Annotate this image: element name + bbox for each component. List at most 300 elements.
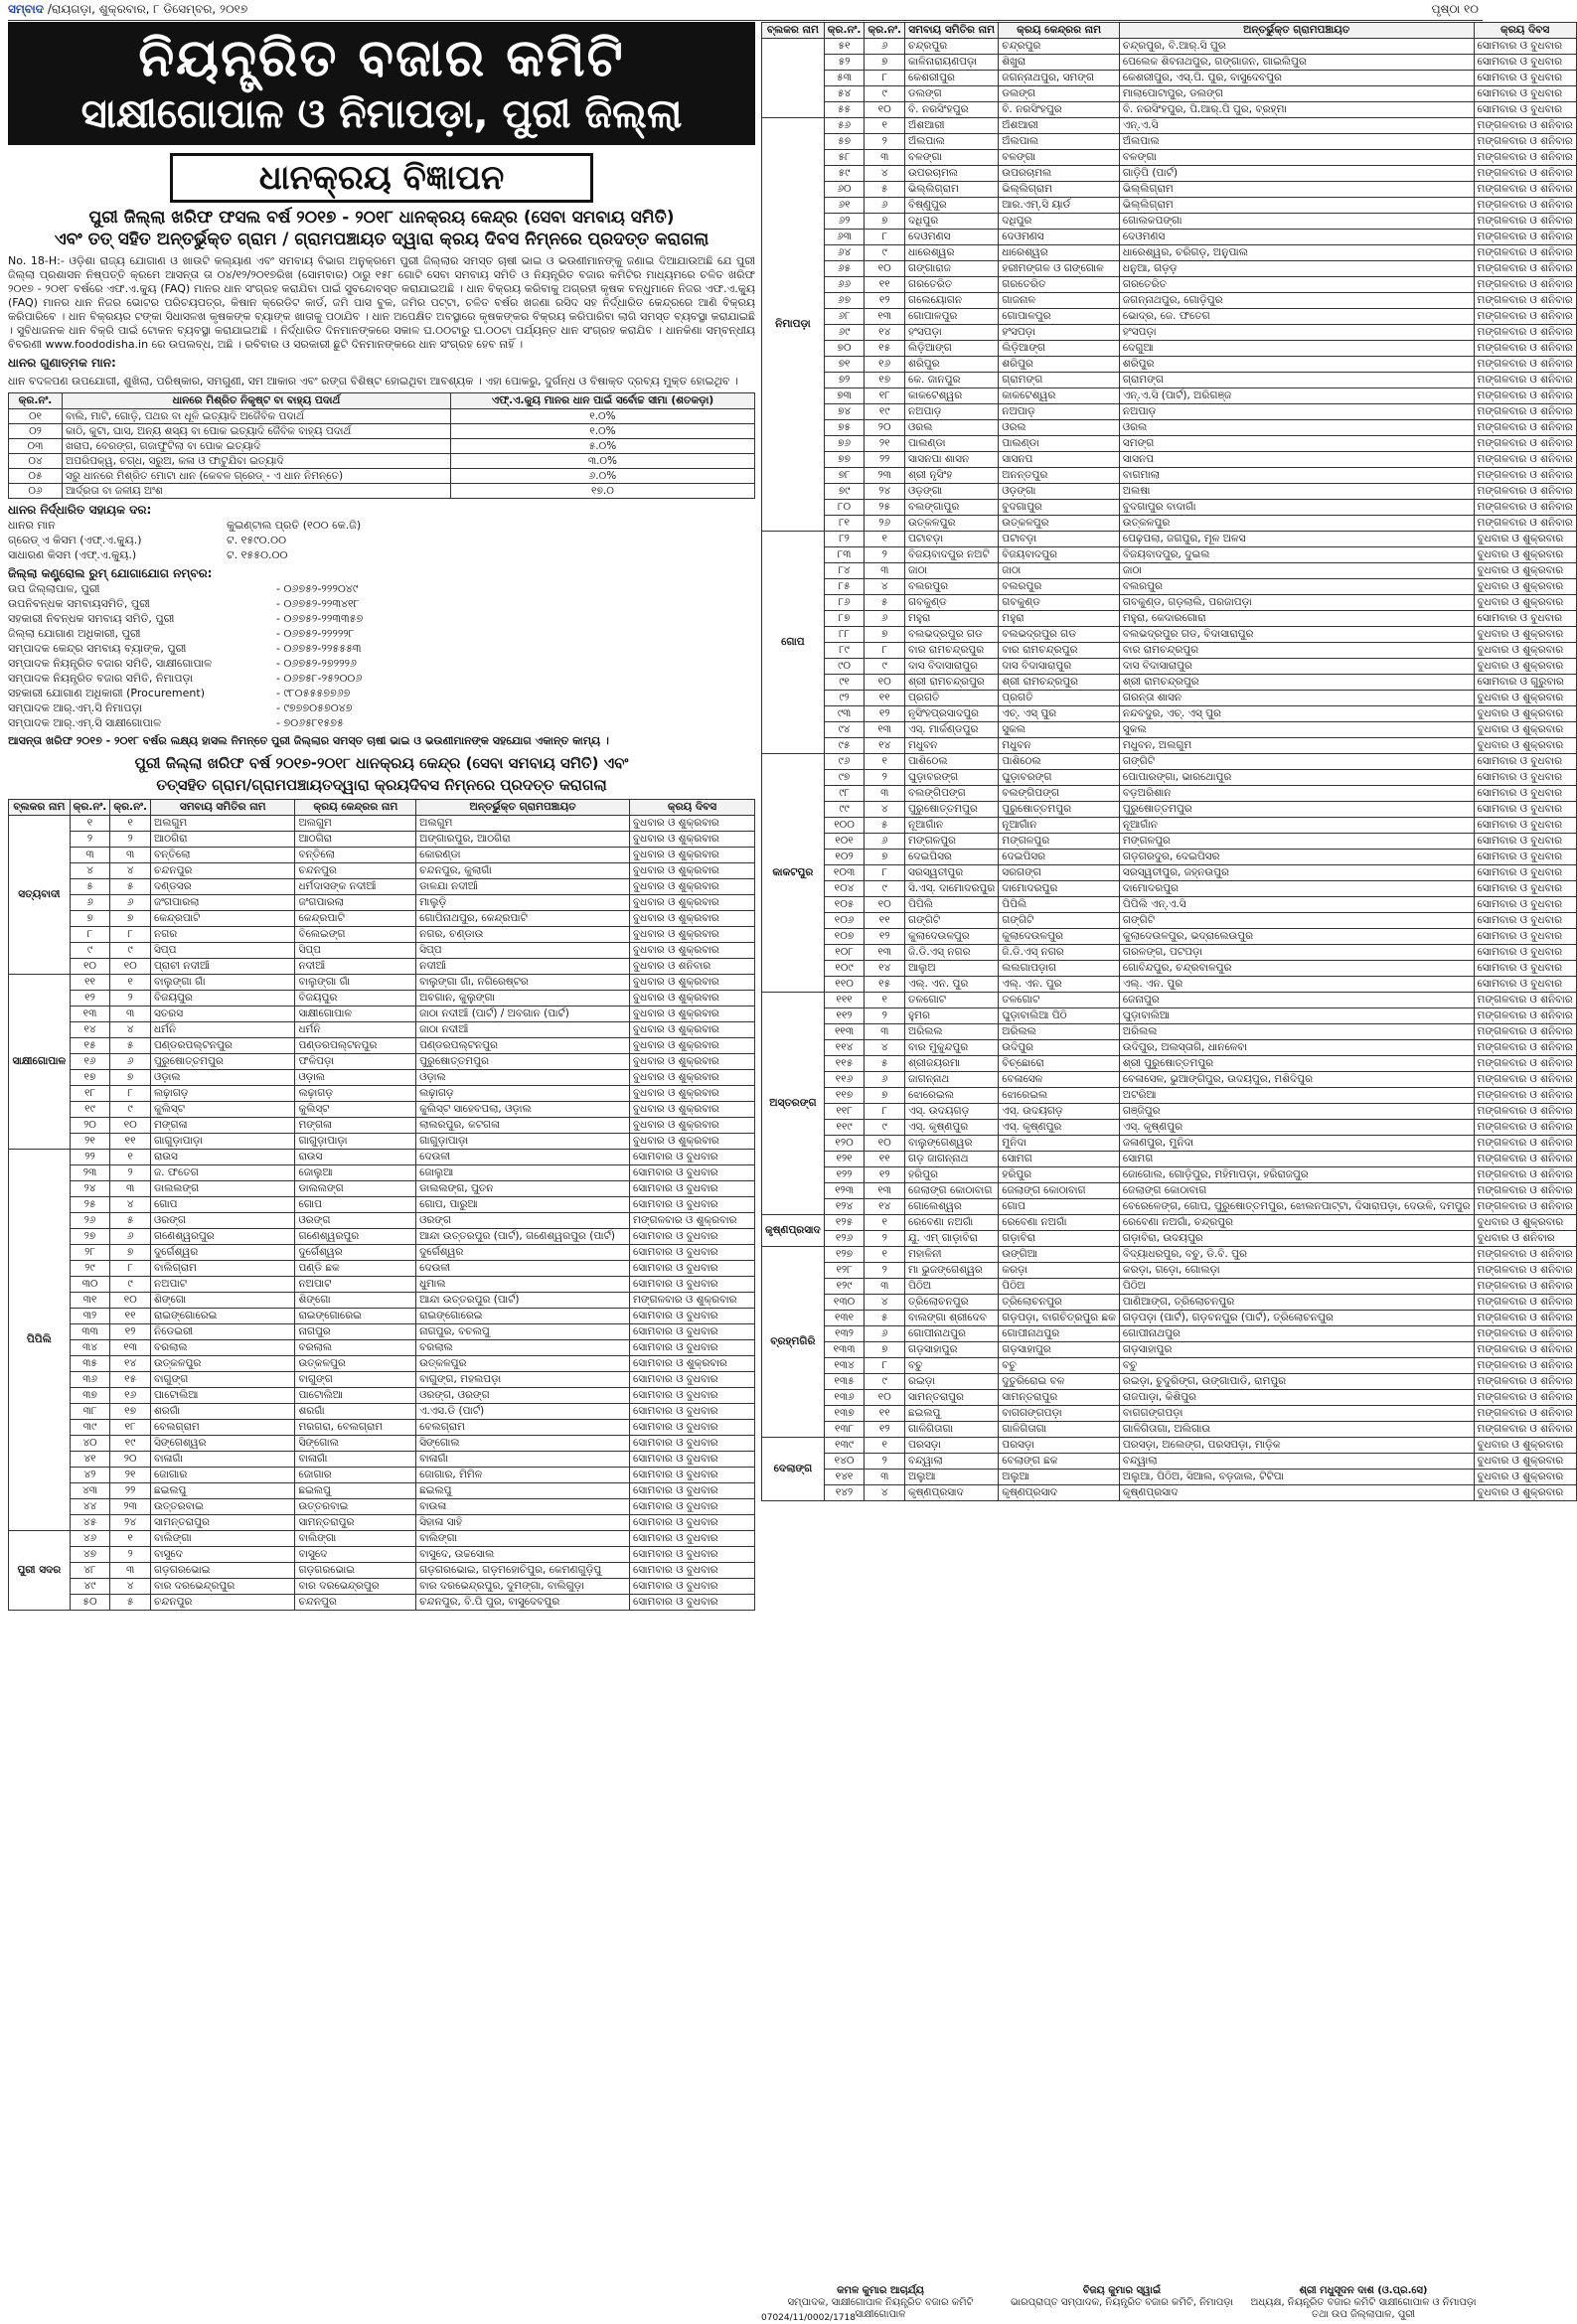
block-name: ଅସ୍ତରଙ୍ଗ <box>762 993 825 1215</box>
quality-row <box>9 439 755 454</box>
list-cell: ଯୁ. ଏମ୍ ଗାଡ଼ାବିରା <box>905 1231 999 1247</box>
list-cell: ସୋମବାର ଓ ବୁଧବାର <box>629 1277 754 1293</box>
list-cell: ୧୦୯ <box>824 961 865 977</box>
table-row <box>9 1515 755 1531</box>
list-header: କ୍ରୟ କେନ୍ଦ୍ରର ନାମ <box>295 800 416 816</box>
list-cell: ଛଇଲପୁ <box>295 1483 416 1499</box>
list-cell: ୮୨ <box>824 532 865 547</box>
list-cell: ଏସ୍. ଉଦୟଗଡ଼ <box>905 1104 999 1120</box>
list-cell: ୧୧ <box>70 975 110 991</box>
list-cell: ଦେଇପିସର <box>905 850 999 865</box>
table-row <box>9 1468 755 1483</box>
list-cell: ମଙ୍ଗଳବାର ଓ ଶନିବାର <box>1474 404 1576 420</box>
list-cell: ମଙ୍ଗଳବାର ଓ ଶନିବାର <box>1474 182 1576 198</box>
list-cell: ୧୬ <box>70 1054 110 1070</box>
list-cell: ଦୁର୍ଗେଶ୍ୱର <box>416 1245 630 1261</box>
list-cell: ୬ <box>110 895 151 911</box>
list-cell: ମଙ୍ଗଳା <box>150 1118 294 1134</box>
list-cell: ବଲରପୁର <box>999 579 1120 595</box>
block-name: ଗୋପ <box>762 532 825 754</box>
list-cell: ବଲଭଦ୍ରପୁର ଗଡ <box>905 627 999 643</box>
table-row <box>9 1277 755 1293</box>
list-cell: ଶ୍ରୀ ନୃସିଂହ <box>905 468 999 484</box>
list-cell: ସିଙ୍ଗୋଲ <box>295 1436 416 1452</box>
table-row <box>762 1183 1577 1199</box>
contact-number: - ୯୮୦୫୫୫୭୭୬୭ <box>276 687 351 699</box>
table-row <box>9 832 755 848</box>
list-cell: ବାଳାଗାଁ <box>150 1452 294 1468</box>
list-cell: ଜି.ଡି.ଏସ୍ ନଗର <box>999 945 1120 961</box>
list-cell: ବଲଙ୍ଗାପୁର <box>905 500 999 516</box>
table-row <box>762 198 1577 214</box>
list-cell: ଓଡ଼ାଲ <box>416 1070 630 1086</box>
list-cell: ଡାଲଲଙ୍ଗ <box>150 1181 294 1197</box>
list-cell: ୪୦ <box>70 1436 110 1452</box>
list-cell: ମଙ୍ଗଳପୁର <box>905 834 999 850</box>
list-cell: ପୁରୁଷୋତ୍ତମପୁର <box>416 1054 630 1070</box>
list-cell: ସୋମବାର ଓ ବୁଧବାର <box>1474 865 1576 881</box>
list-cell: ଶିଖୁରା <box>999 55 1120 71</box>
list-cell: ଗଣେଶ୍ୱରପୁର <box>150 1229 294 1245</box>
table-row <box>9 1038 755 1054</box>
list-cell: ୨ <box>865 770 905 786</box>
list-cell: ଲଲଗାପଡ଼ାଗ <box>999 961 1120 977</box>
list-cell: ସୋମବାର ଓ ବୁଧବାର <box>1474 754 1576 770</box>
list-cell: ତଳଗୋଟ <box>905 993 999 1008</box>
list-cell: ୨୧ <box>70 1134 110 1150</box>
block-name <box>762 39 825 118</box>
table-row <box>762 1438 1577 1454</box>
list-cell: ୫୭ <box>824 134 865 150</box>
table-row <box>9 879 755 895</box>
list-cell: ଗବକୁଣ୍ଡ <box>999 595 1120 611</box>
list-cell: ୫୮ <box>824 150 865 166</box>
table-row <box>762 786 1577 802</box>
list-cell: ମାଲୁଡ଼ି <box>416 895 630 911</box>
table-row <box>762 754 1577 770</box>
list-cell: କୁଲାଦେଉଳପୁର <box>999 929 1120 945</box>
list-cell: ଆନ୍ଦା ଉତ୍ତରପୁର (ପାର୍ଟ) <box>416 1293 630 1309</box>
list-cell: ଗୋପୀନାଥପୁର <box>1119 1326 1474 1342</box>
table-row <box>9 1372 755 1388</box>
list-cell: ମଙ୍ଗଳବାର ଓ ଶନିବାର <box>1474 1040 1576 1056</box>
list-cell: ଲାଲରପୁର, କଟଗଳା <box>416 1118 630 1134</box>
list-cell: ସୋମବାର ଓ ବୁଧବାର <box>1474 39 1576 55</box>
list-cell: ୪ <box>865 166 905 182</box>
list-cell: ଆଠଗିରା <box>150 832 294 848</box>
list-cell: ବୁଧବାର ଓ ଶୁକ୍ରବାର <box>1474 579 1576 595</box>
list-cell: ଏନ୍.ଏ.ସି <box>1119 118 1474 134</box>
list-cell: ୪ <box>865 802 905 818</box>
list-cell: ମଙ୍ଗଳବାର ଓ ଶନିବାର <box>1474 1247 1576 1263</box>
list-cell: ମଙ୍ଗଳବାର ଓ ଶୁକ୍ରବାର <box>629 1213 754 1229</box>
list-cell: ୧୧୪ <box>824 1040 865 1056</box>
list-cell: ସୋମବାର ଓ ବୁଧବାର <box>629 1261 754 1277</box>
list-cell: ଘୁଡ଼ାବରଙ୍ଗ <box>905 770 999 786</box>
list-cell: ମଙ୍ଗଳବାର ଓ ଶନିବାର <box>1474 198 1576 214</box>
list-cell: ଅଁଲପାଲ <box>905 134 999 150</box>
list-cell: ଧର୍ମନି <box>295 1022 416 1038</box>
list-cell: ସୋମବାର ଓ ବୁଧବାର <box>1474 611 1576 627</box>
table-row <box>762 1406 1577 1422</box>
table-row <box>762 341 1577 357</box>
list-cell: ଉଦିପୁର <box>999 1040 1120 1056</box>
list-cell: ୧ <box>865 532 905 547</box>
list-cell: ମଙ୍ଗଳବାର ଓ ଶନିବାର <box>1474 373 1576 388</box>
list-cell: ଗୋପୀନାଥପୁର <box>999 1326 1120 1342</box>
list-cell: ଉତ୍କଳପୁର <box>1119 516 1474 532</box>
list-cell: ସୋମବାର ଓ ବୁଧବାର <box>629 1436 754 1452</box>
table-row <box>9 1118 755 1134</box>
list-cell: ଅଙ୍ଗାରପୁର, ଆଠଗିରା <box>416 832 630 848</box>
notice-title: ଧାନକ୍ରୟ ବିଜ୍ଞାପନ <box>170 153 593 203</box>
list-cell: ୭୧ <box>824 357 865 373</box>
list-cell: ଅଲଗୁମ <box>150 816 294 832</box>
list-cell: ମଙ୍ଗଳବାର ଓ ଶୁକ୍ରବାର <box>629 1293 754 1309</box>
table-row <box>9 1499 755 1515</box>
list-cell: ମଙ୍ଗଳବାର ଓ ଶନିବାର <box>1474 357 1576 373</box>
list-cell: ବୁଧବାର ଓ ଶୁକ୍ରବାର <box>1474 627 1576 643</box>
list-cell: ବି. ନରସିଂହପୁର <box>999 102 1120 118</box>
list-cell: ୯ <box>865 881 905 897</box>
table-row <box>762 118 1577 134</box>
list-cell: ୫୦ <box>70 1595 110 1611</box>
list-cell: ଗରତେରିତ <box>1119 277 1474 293</box>
list-cell: ଜି.ଡି.ଏସ୍ ନଗର <box>905 945 999 961</box>
list-cell: ୪୮ <box>70 1563 110 1579</box>
list-cell: ୨୪ <box>865 484 905 500</box>
list-cell: ଦାସ ବିଦାସାରାପୁର <box>905 659 999 675</box>
list-cell: ୧୧ <box>865 1152 905 1167</box>
table-row <box>762 1056 1577 1072</box>
list-cell: ବିଚ୍ଛୋରୋ <box>999 1056 1120 1072</box>
list-cell: ୮ <box>110 927 151 943</box>
list-cell: ଗରତେରିତ <box>999 277 1120 293</box>
list-cell: ୧୦୮ <box>824 945 865 961</box>
list-cell: ବାଳାଗାଁ <box>416 1452 630 1468</box>
table-row <box>762 1167 1577 1183</box>
list-cell: ଦେଇପିସର <box>999 850 1120 865</box>
contact-label: ସମ୍ପାଦକ ନିୟନ୍ତ୍ରିତ ବଜାର ସମିତି, ସାକ୍ଷୀଗୋପାଳ <box>8 657 213 670</box>
list-cell: ରାଇଙ୍ଗୋରେଇ <box>416 1309 630 1324</box>
list-cell: ୮ <box>865 1358 905 1374</box>
list-cell: ଗୋପ <box>999 1199 1120 1215</box>
list-cell: ୯୫ <box>824 738 865 754</box>
list-cell: ଶିଙ୍ଗୋ <box>150 1293 294 1309</box>
list-cell: ଡାଲଲଙ୍ଗ, ପୁତନ <box>416 1181 630 1197</box>
list-cell: ୨୦ <box>70 1118 110 1134</box>
list-cell: ବୁଧବାର ଓ ଶୁକ୍ରବାର <box>1474 1215 1576 1231</box>
list-cell: ପରସଡ଼ା <box>999 1438 1120 1454</box>
list-cell: ୧୦୦ <box>824 818 865 834</box>
list-cell: ଜାଠା <box>1119 563 1474 579</box>
list-cell: ବେଳାସେଳ <box>999 1072 1120 1088</box>
list-cell: ମଙ୍ଗଳବାର ଓ ଶନିବାର <box>1474 420 1576 436</box>
list-cell: ଝୋରେଇଲ <box>905 1088 999 1104</box>
list-cell: ବୁଧବାର ଓ ଶୁକ୍ରବାର <box>629 1070 754 1086</box>
list-cell: ସିଙ୍ଗୋଲ <box>416 1436 630 1452</box>
table-row <box>762 897 1577 913</box>
list-cell: ୮୬ <box>824 595 865 611</box>
list-cell: ଧର୍ମଦାସଙ୍କ ନଦୀଆଁ <box>295 879 416 895</box>
list-cell: ବେଳାସେଳ, ଭୁଆଙ୍ଗିପୁର, ଉଦୟପୁର, ମଶିଦିପୁର <box>1119 1072 1474 1088</box>
list-cell: ୮୮ <box>824 627 865 643</box>
list-cell: ସୋମବାର ଓ ବୁଧବାର <box>1474 834 1576 850</box>
list-cell: ଚନ୍ଦ୍ରପୁର <box>999 39 1120 55</box>
contact-number: - ୭୦୬୫୮୧୫୭୫ <box>276 716 344 729</box>
table-row <box>9 895 755 911</box>
list-cell: ବଲଭଦ୍ରପୁର ଗଡ, ବିଦାସାରାପୁର <box>1119 627 1474 643</box>
list-cell: ୨ <box>865 134 905 150</box>
list-cell: ୭୯ <box>824 484 865 500</box>
list-cell: ୮୭ <box>824 611 865 627</box>
list-cell: ୨୬ <box>70 1213 110 1229</box>
list-cell: ୧୨୦ <box>824 1136 865 1152</box>
list-cell: ମଙ୍ଗଳା <box>295 1118 416 1134</box>
table-row <box>9 1356 755 1372</box>
list-cell: ମଙ୍ଗଳବାର ଓ ଶନିବାର <box>1474 1342 1576 1358</box>
list-cell: ଅଁଶଆରୀ <box>999 118 1120 134</box>
table-row <box>762 547 1577 563</box>
list-cell: କରଡ଼ା, ଗଡ଼ୋ, ଗୋଲଡ଼ା <box>1119 1263 1474 1279</box>
list-cell: ୬୫ <box>824 261 865 277</box>
list-cell: ସୋମବାର ଓ ବୁଧବାର <box>1474 850 1576 865</box>
list-cell: ସୋମବାର ଓ ବୁଧବାର <box>629 1197 754 1213</box>
list-cell: ୧ <box>865 1247 905 1263</box>
list-cell: ୧ <box>865 1438 905 1454</box>
list-cell: ନଗର <box>150 927 294 943</box>
list-cell: ୧୦୬ <box>824 913 865 929</box>
table-row <box>762 293 1577 309</box>
quality-cell: ୧୭.୦ <box>450 484 754 499</box>
banner-line-2: ସାକ୍ଷୀଗୋପାଳ ଓ ନିମାପଡ଼ା, ପୁରୀ ଜିଲ୍ଲା <box>80 91 683 137</box>
table-row <box>762 611 1577 627</box>
list-cell: ନିଡେଇରୀ <box>150 1324 294 1340</box>
subheading-3: ପୁରୀ ଜିଲ୍ଲା ଖରିଫ ବର୍ଷ ୨୦୧୭-୨୦୧୮ ଧାନକ୍ରୟ କେନ୍ଦ୍ର (ସେବା ସମବାୟ ସମିତି) ଏବଂ <box>134 754 629 772</box>
list-cell: ସୋମବାର ଓ ବୁଧବାର <box>629 1452 754 1468</box>
list-cell: ୫୧ <box>824 39 865 55</box>
list-cell: ବେରେଳେଙ୍ଗ, ଗୋପ, ପୁରୁଷୋତ୍ତମପୁର, ଝୋଲନପାଟ୍ଟା, ଦିସାରାପଡ଼ା, ଦେଉଳି, ଦମପୁର <box>1119 1199 1474 1215</box>
list-cell: ଗଡ଼ାବିରା, ଉଦୟପୁର <box>1119 1231 1474 1247</box>
intro-paragraph: No. 18-H:- ଓଡ଼ିଶା ରାଜ୍ୟ ଯୋଗାଣ ଓ ଖାଉଟି କଲ୍ୟାଣ ଏବଂ ସମବାୟ ବିଭାଗ ଅନୁକ୍ରମେ ପୁରୀ ଜିଲ୍ଲାର ସମସ୍ତ ଚାଷୀ ଭାଇ ଓ ଭଉଣୀମାନଙ୍କୁ ଜଣାଇ ଦିଆଯାଉଅଛି ଯେ ପୁରୀ ଜିଲ୍ଲା ପ୍ରଶାସନ ନିଷ୍ପତ୍ତି କ୍ରମେ ଆସନ୍ତା ତା ୦୪/୧୨/୨୦୧୭ରିଖ (ସୋମବାର) ଠାରୁ ୧୫୮ ଗୋଟି ସେବା ସମବାୟ ସମିତି ଓ ନିୟନ୍ତ୍ରିତ ବଜାର କମିଟିର ମାଧ୍ୟମରେ ଚଳିତ ଖରିଫ ୨୦୧୭ - ୨୦୧୮ ବର୍ଷରେ ଏଫ.ଏ.କ୍ୟୁ (FAQ) ମାନର ଧାନ ସଂଗ୍ରହ କରାଯିବା ପାଇଁ ସୁବନ୍ଦୋବସ୍ତ କରାଯାଇଅଛି । ଧାନ ବିକ୍ରୟ କରିବାକୁ ଅଗ୍ରହୀ କୃଷକ ବନ୍ଧୁମାନେ ନିଜର ଏଫ.ଏ.କ୍ୟୁ (FAQ) ମାନର ଧାନ ନିଜର ଭୋଟର ପରିଚୟପତ୍ର, କିଷାନ କ୍ରେଡିଟ କାର୍ଡ, ଜମି ପାସ ବୁକ, ଜମିର ପଟ୍ଟା, ଚଳିତ ବର୍ଷର ଖଜଣା ରସିଦ ସହ ନିର୍ଦ୍ଧାରିତ କେନ୍ଦ୍ରରେ ଆଣି ବିକ୍ରୟ କରିପାରିବେ । ଧାନ ବିକ୍ରୟର ଟଙ୍କା ସିଧାସଳଖ କୃଷକଙ୍କ ବ୍ୟାଙ୍କ ଖାତାକୁ ପଠାଯିବ । ଧାନ ଅପେକ୍ଷିତ ଅବସ୍ଥାରେ କୃଷକଙ୍କର ବିକ୍ରୟ କରିପାରିବା ଲାଗି ସମସ୍ତ ବ୍ୟବସ୍ଥା କରାଯାଇଛି । ସୁବିଧାଜନକ ଧାନ ବିକ୍ରି ପାଇଁ ଟୋକନ ବ୍ୟବସ୍ଥା କରାଯାଇଅଛି । ନିର୍ଦ୍ଧାରିତ ଦିନମାନଙ୍କରେ ସକାଳ ଘ.୦୦ଟାରୁ ଘ.୦୦ଟା ପର୍ଯ୍ୟନ୍ତ ଧାନ ସଂଗ୍ରହ କରାଯିବ । ଧାନକିଣା ସମ୍ବନ୍ଧୀୟ ବିବରଣୀ www.foododisha.in ରେ ଉପଲବ୍ଧ, ଅଛି । ରବିବାର ଓ ସରକାରୀ ଛୁଟି ଦିନମାନଙ୍କରେ ଧାନ ସଂଗ୍ରହ ହେବ ନାହିଁ । <box>8 254 755 351</box>
list-cell: ମହାଳିନୀ <box>905 1247 999 1263</box>
list-cell: ଉତ୍କଳପୁର <box>905 516 999 532</box>
list-cell: ବୁଧବାର ଓ ଶୁକ୍ରବାର <box>1474 1470 1576 1485</box>
quality-cell: ୬.୦% <box>450 469 754 484</box>
list-cell: ୨୧ <box>865 436 905 452</box>
list-cell: ସୋମବାର ଓ ବୁଧବାର <box>629 1579 754 1595</box>
list-cell: ୩୫ <box>70 1356 110 1372</box>
list-cell: ବୁଧବାର ଓ ଶନିବାର <box>1474 1231 1576 1247</box>
block-name: ପିପିଲି <box>9 1150 71 1531</box>
table-row <box>9 1197 755 1213</box>
list-cell: ବୁଧବାର ଓ ଶୁକ୍ରବାର <box>629 911 754 927</box>
list-cell: ମଙ୍ଗଳବାର ଓ ଶନିବାର <box>1474 436 1576 452</box>
table-row <box>9 1070 755 1086</box>
list-cell: ୯୮ <box>824 786 865 802</box>
list-cell: ଗୋପିନାଥପୁର, କେନ୍ଦ୍ରପାଟି <box>416 911 630 927</box>
list-cell: ୮ <box>110 1261 151 1277</box>
list-cell: ଧାରେଶ୍ୱର, ଚରିଗଡ଼, ଅନୁପାଲ <box>1119 245 1474 261</box>
list-cell: ବଳଙ୍ଗା <box>999 150 1120 166</box>
contact-number: - ୦୬୭୫୨-୨୨୩୩୫୭ <box>276 612 364 625</box>
quality-header: କ୍ର.ନଂ. <box>9 393 63 409</box>
list-cell: ଜୋଗୋଲ, ଗୋଡ଼ିପୁର, ମହିମାପଡ଼ା, ହରିରାଜପୁର <box>1119 1167 1474 1183</box>
page-number: ପୃଷ୍ଠା ୧୦ <box>1431 2 1479 16</box>
list-cell: ଦାସ ବିଦାସାରାପୁର <box>1119 659 1474 675</box>
list-cell: ଗରତେରିତ <box>905 277 999 293</box>
list-header: କ୍ର.ନଂ. <box>824 23 865 39</box>
list-cell: ମଙ୍ଗଳବାର ଓ ଶନିବାର <box>1474 134 1576 150</box>
signature-role: ଭାରପ୍ରାପ୍ତ ସମ୍ପାଦକ, ନିୟନ୍ତ୍ରିତ ବଜାର କମିଟି, ନିମାପଡ଼ା <box>1010 2297 1233 2308</box>
list-cell: ୧୦୨ <box>824 850 865 865</box>
list-cell: ୧୧ <box>110 1134 151 1150</box>
list-cell: ସୋମବାର ଓ ବୁଧବାର <box>629 1229 754 1245</box>
list-cell: ୧୦ <box>865 102 905 118</box>
signature-block <box>761 2285 1483 2321</box>
signature-role: ଅଧ୍ୟକ୍ଷ, ନିୟନ୍ତ୍ରିତ ବଜାର କମିଟି ସାକ୍ଷୀଗୋପାଳ ଓ ନିମାପଡ଼ା ତଥା ଉପ ଜିଲ୍ଲାପାଳ, ପୁରୀ <box>1250 2297 1477 2320</box>
list-header: ବ୍ଲକର ନାମ <box>762 23 825 39</box>
list-cell: ଗାଳିଗିତାଗା, ଅଲିଗାଉ <box>1119 1422 1474 1438</box>
list-cell: ଆଠଗିରା <box>295 832 416 848</box>
list-cell: କେନ୍ଦ୍ରପାଟି <box>295 911 416 927</box>
list-cell: ୪ <box>110 1022 151 1038</box>
list-cell: ୧୨୮ <box>824 1263 865 1279</box>
list-cell: ଦେଗୁଆ <box>1119 341 1474 357</box>
contact-number: - ୯୭୭୭୦୫୭୦୪୭ <box>276 701 353 714</box>
contact-label: ଜିଲ୍ଲା ଯୋଗାଣ ଅଧିକାରୀ, ପୁରୀ <box>8 627 141 640</box>
list-cell: ବାଳାଗାଁ <box>295 1452 416 1468</box>
list-header: କ୍ର.ନଂ. <box>70 800 110 816</box>
table-row <box>762 245 1577 261</box>
list-cell: ବାସୁଦେ, ଉଚ୍ଚସୋଲ <box>416 1547 630 1563</box>
list-cell: ବି. ନରସିଂହପୁର <box>905 102 999 118</box>
table-row <box>762 993 1577 1008</box>
list-cell: ୪୪ <box>70 1499 110 1515</box>
list-cell: ୧ <box>865 993 905 1008</box>
list-cell: ମଙ୍ଗଳବାର ଓ ଶନିବାର <box>1474 230 1576 245</box>
list-cell: ଓଡ଼ଙ୍ଗା <box>905 484 999 500</box>
list-cell: ବଲଙ୍ଗିପଙ୍ଗ <box>999 786 1120 802</box>
list-cell: ବିଜୟବାଦପୁର <box>999 547 1120 563</box>
list-cell: ଭିଲ୍ଲିଗ୍ରାମ <box>1119 182 1474 198</box>
list-cell: ହରିପୁର <box>999 1167 1120 1183</box>
list-cell: ଓରଙ୍ଗ, ଓରଙ୍ଗ <box>416 1388 630 1404</box>
list-cell: ୭ <box>865 55 905 71</box>
list-cell: ୧୧୫ <box>824 1056 865 1072</box>
list-cell: ସୋମବାର ଓ ଗୁରୁବାର <box>1474 675 1576 691</box>
list-cell: ମଙ୍ଗଳବାର ଓ ଶନିବାର <box>1474 118 1576 134</box>
list-cell: ଏଲ୍. ଏନ. ପୁର <box>905 977 999 993</box>
list-cell: ବନ୍ଦ୍ୱାଲା <box>905 1454 999 1470</box>
procurement-table-left <box>8 799 755 1611</box>
list-cell: ଓଡ଼ାଲ <box>295 1070 416 1086</box>
list-cell: ୧୦ <box>865 1390 905 1406</box>
list-cell: ବାଗଗଙ୍ଗପଡ଼ା <box>999 1406 1120 1422</box>
subheading-2: ଏବଂ ତତ୍ ସହିତ ଅନ୍ତର୍ଭୁକ୍ତ ଗ୍ରାମ / ଗ୍ରାମପଞ୍ଚାୟତ ଦ୍ୱାରା କ୍ରୟ ଦିବସ ନିମ୍ନରେ ପ୍ରଦତ୍ତ କରାଗଲା <box>54 230 710 249</box>
contact-label: ସମ୍ପାଦକ ନିୟନ୍ତ୍ରିତ ବଜାର ସମିତି, ନିମାପଡ଼ା <box>8 672 194 685</box>
list-cell: ସୋମବାର ଓ ବୁଧବାର <box>629 1181 754 1197</box>
list-cell: ୫୪ <box>824 86 865 102</box>
list-cell: ୫୨ <box>824 55 865 71</box>
list-cell: ଧାରେଶ୍ୱର <box>999 245 1120 261</box>
list-cell: ବିଜୟବାଦପୁର ନଅଟି <box>905 547 999 563</box>
list-cell: କୁଲାଦେଉଳପୁର, ଭଦ୍ରାଲେଉପୁର <box>1119 929 1474 945</box>
list-cell: ୧୨ <box>865 1422 905 1438</box>
table-row <box>9 1404 755 1420</box>
table-row <box>762 1326 1577 1342</box>
list-cell: ଚନ୍ଦନପୁର <box>295 1595 416 1611</box>
list-cell: ଜଂଗପାରଲା <box>150 895 294 911</box>
list-cell: ମଙ୍ଗଳପୁର <box>999 834 1120 850</box>
table-row <box>9 1483 755 1499</box>
table-row <box>9 1245 755 1261</box>
list-cell: ଜେଲାଙ୍ଗ କୋଠାବାଗ <box>999 1183 1120 1199</box>
list-cell: ରେବେଣା ନଅଗାଁ <box>905 1215 999 1231</box>
list-cell: ଗାଗୁଡ଼ାପାଡ଼ା <box>416 1134 630 1150</box>
list-cell: ବାସୁଦେ <box>295 1547 416 1563</box>
quality-cell: କାଠି, କୁଟା, ଘାସ, ଅନ୍ୟ ଶସ୍ୟ ବା ପୋକ ଇତ୍ୟାଦି ଜୈବିକ ବାହ୍ୟ ପଦାର୍ଥ <box>62 424 450 439</box>
list-cell: ଉତ୍କଳପୁର <box>295 1356 416 1372</box>
list-cell: ଜଗନ୍ନାଥପୁର, ଗୋଡ଼ିପୁର <box>1119 293 1474 309</box>
list-cell: ମଙ୍ଗଳବାର ଓ ଶନିବାର <box>1474 993 1576 1008</box>
list-cell: ବଚୁ <box>1119 1358 1474 1374</box>
list-cell: ସାମନ୍ତରାପୁର <box>150 1515 294 1531</box>
list-cell: ଉତ୍ତରବାଇ <box>150 1499 294 1515</box>
list-cell: ୯ <box>865 86 905 102</box>
list-cell: ଗଙ୍ଗିଟି <box>1119 754 1474 770</box>
list-cell: ସିପ୍ପ <box>150 943 294 959</box>
list-cell: ବୁଧବାର ଓ ଶୁକ୍ରବାର <box>629 1118 754 1134</box>
list-cell: ୯ <box>865 659 905 675</box>
list-cell: ୩ <box>110 1007 151 1022</box>
table-row <box>762 1422 1577 1438</box>
list-cell: ଏସ୍. କୃଷ୍ଣପୁର <box>905 1120 999 1136</box>
list-cell: ପିଠିଅ <box>1119 1279 1474 1295</box>
list-cell: ଦାମୋଦରପୁର <box>1119 881 1474 897</box>
table-row <box>762 1470 1577 1485</box>
list-cell: ୩ <box>865 1279 905 1295</box>
table-row <box>9 1181 755 1197</box>
table-row <box>762 802 1577 818</box>
list-cell: ନଅପାଡ଼ <box>1119 404 1474 420</box>
list-cell: ଉତ୍ତରବାଇ <box>295 1499 416 1515</box>
list-cell: ବୁଧବାର ଓ ଶୁକ୍ରବାର <box>1474 1485 1576 1501</box>
list-cell: ସୋମବାର ଓ ବୁଧବାର <box>629 1563 754 1579</box>
list-cell: ୨ <box>110 991 151 1007</box>
list-cell: ୯୯ <box>824 802 865 818</box>
list-cell: ବୁଦଗାପୁର ବାଦାଗାଁ <box>1119 500 1474 516</box>
list-cell: ୭୭ <box>824 452 865 468</box>
list-cell: କୁଲିସ୍ଟ <box>150 1102 294 1118</box>
table-row <box>762 675 1577 691</box>
list-cell: ଗୋପ, ପାରୁଆ <box>416 1197 630 1213</box>
quality-row <box>9 424 755 439</box>
list-cell: ଦଧିପୁର <box>999 214 1120 230</box>
table-row <box>762 1295 1577 1311</box>
contact-row <box>8 596 755 611</box>
list-cell: ଗ୍ରାମଙ୍ଗ <box>999 373 1120 388</box>
list-cell: କାକଟେଶ୍ୱର <box>905 388 999 404</box>
list-cell: ବନ୍ଦ୍ୱାଲା <box>1119 1454 1474 1470</box>
list-cell: ୯ <box>110 1102 151 1118</box>
list-cell: ମଙ୍ଗଳବାର ଓ ଶନିବାର <box>1474 1263 1576 1279</box>
list-cell: ୨ <box>70 832 110 848</box>
list-cell: ବୁଧବାର ଓ ଶୁକ୍ରବାର <box>1474 643 1576 659</box>
list-cell: ମଙ୍ଗଳବାର ଓ ଶନିବାର <box>1474 1024 1576 1040</box>
list-cell: ଦେଓମଣସ <box>999 230 1120 245</box>
list-cell: ନଅପାଟ <box>295 1277 416 1293</box>
